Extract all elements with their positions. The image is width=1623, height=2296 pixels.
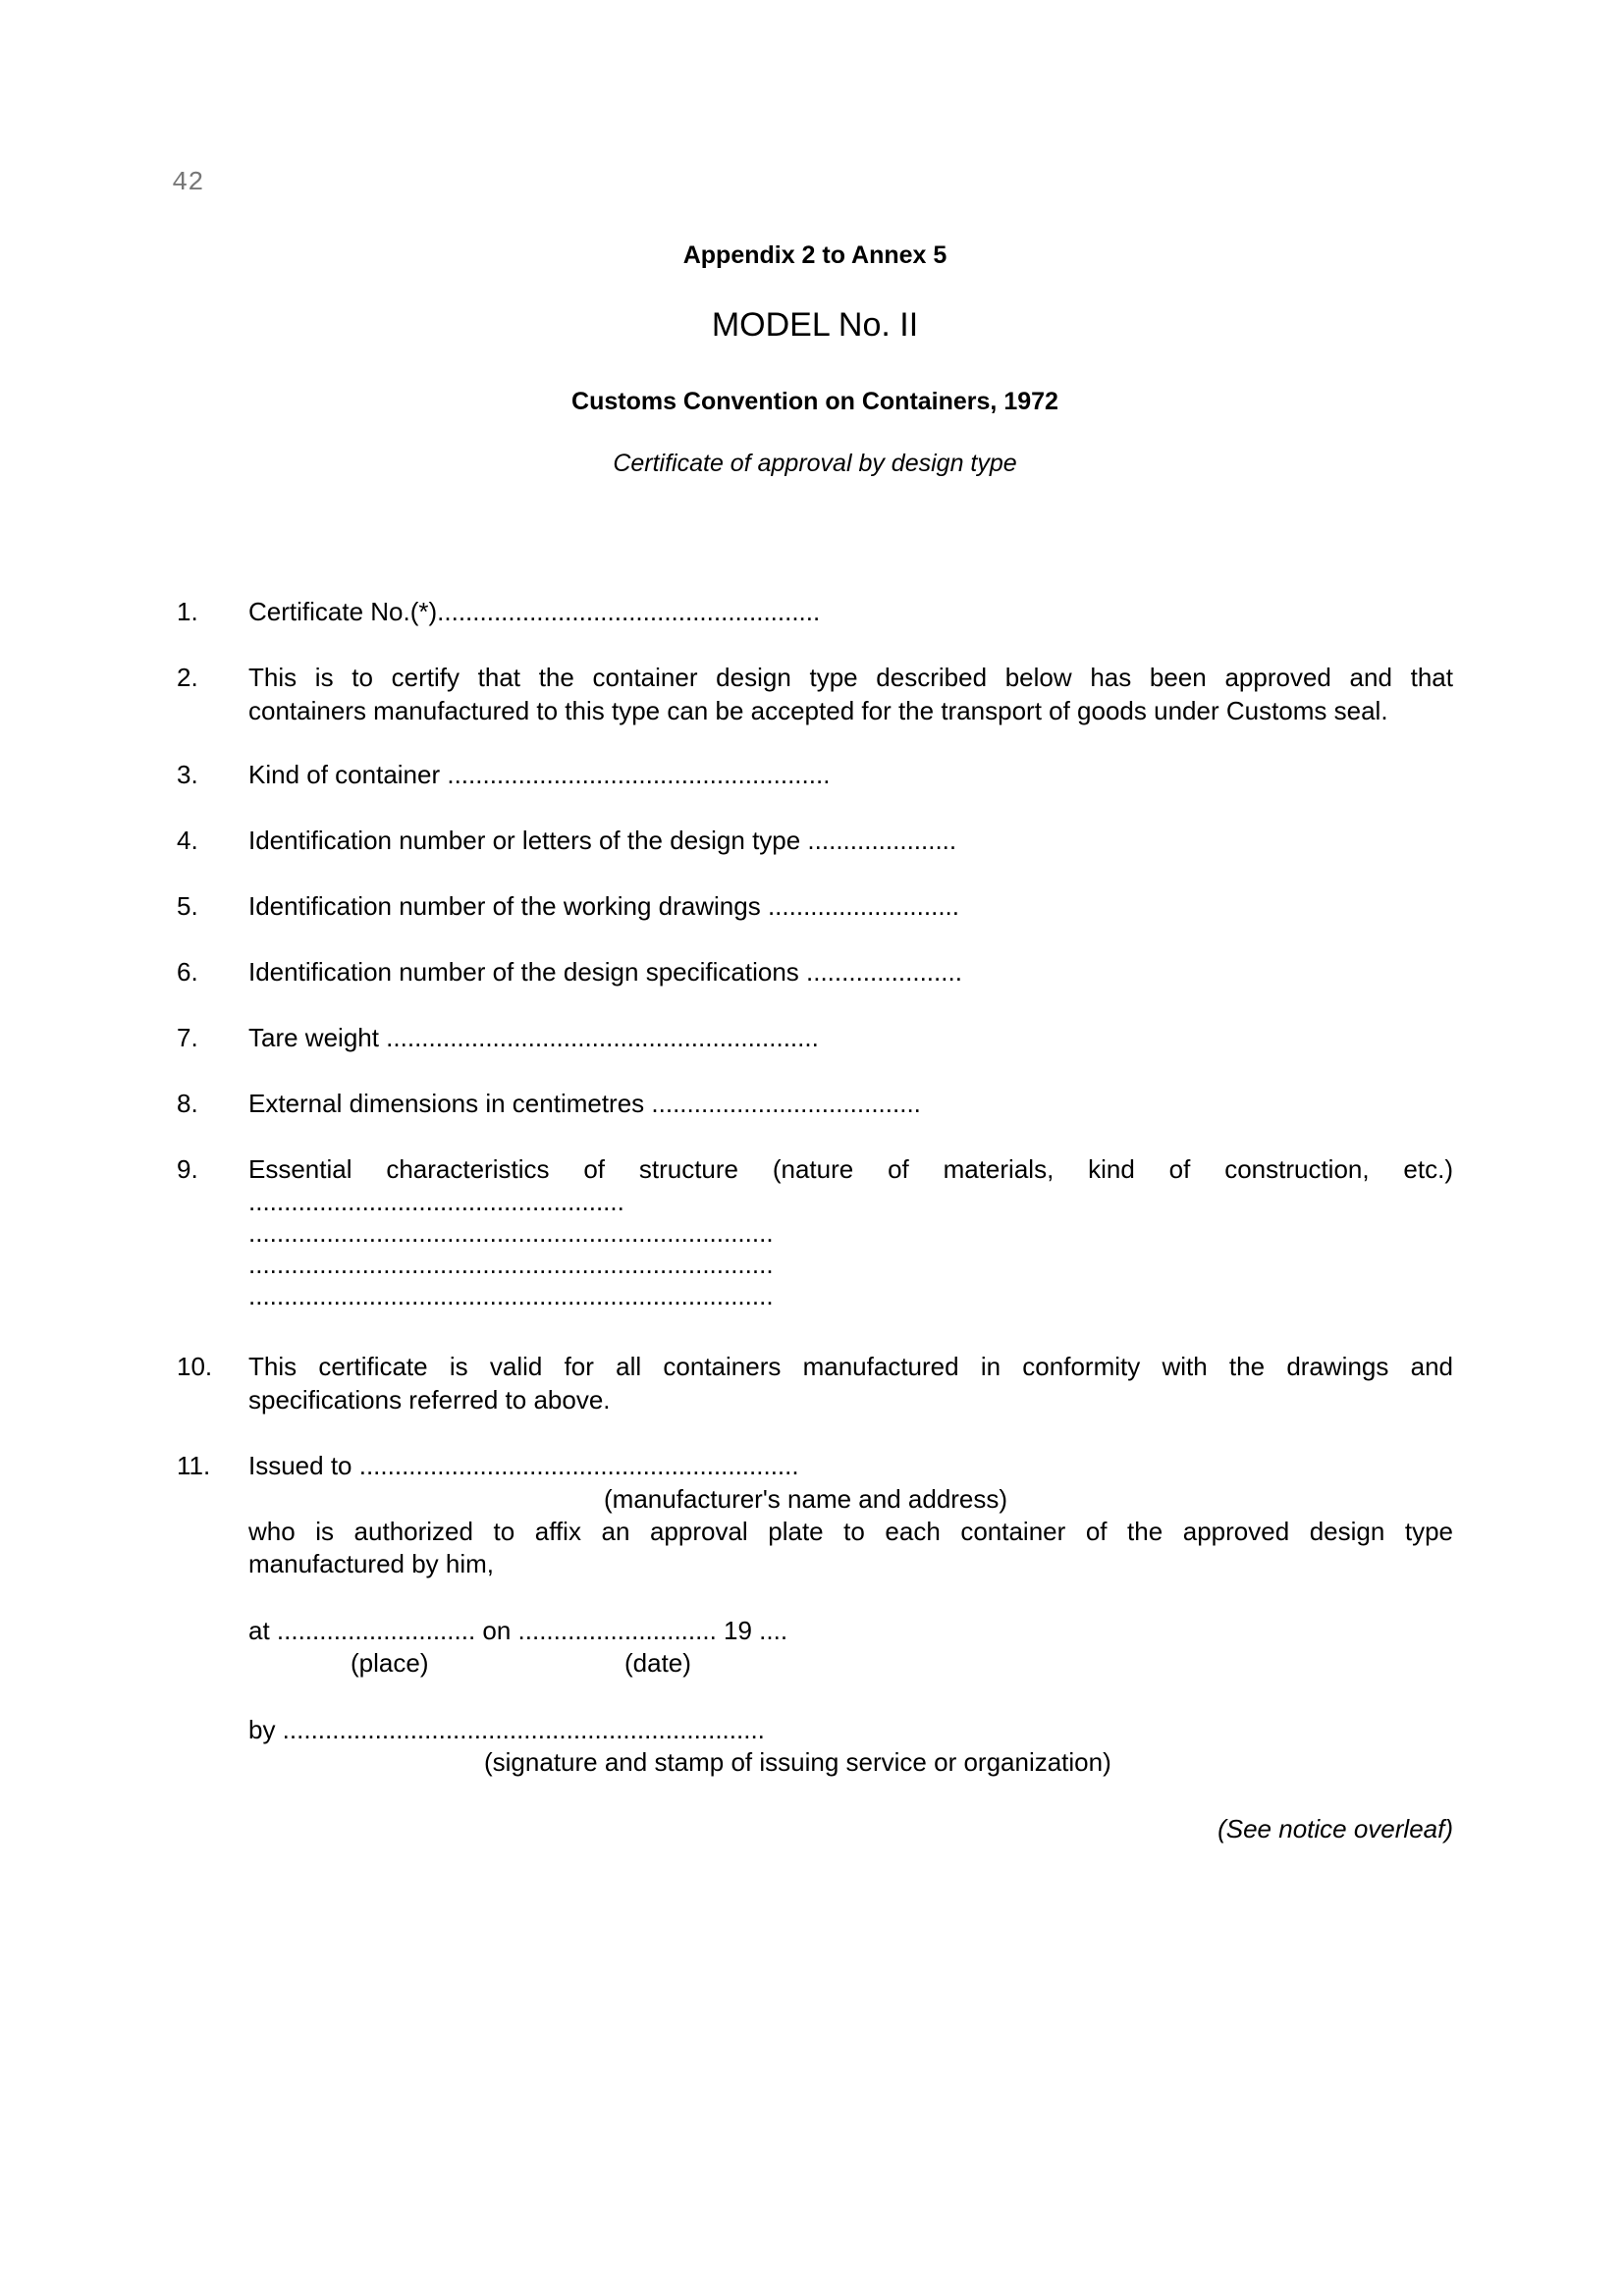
item-number: 10. xyxy=(177,1352,213,1381)
item-text-line: Essential characteristics of structure (nature of materials, kind of construction, etc.) xyxy=(248,1154,1453,1184)
item-text-line: who is authorized to affix an approval plate to each container of the approved design type xyxy=(248,1517,1453,1546)
external-dimensions-field[interactable]: External dimensions in centimetres ...................................... xyxy=(248,1089,921,1118)
signature-caption: (signature and stamp of issuing service or organization) xyxy=(484,1747,1111,1777)
item-number: 9. xyxy=(177,1154,198,1184)
item-number: 8. xyxy=(177,1089,198,1118)
item-number: 7. xyxy=(177,1023,198,1052)
issued-to-field[interactable]: Issued to .............................................................. xyxy=(248,1451,799,1480)
item-number: 3. xyxy=(177,760,198,789)
structure-dots-line[interactable]: .......................................................................... xyxy=(248,1281,774,1310)
item-number: 2. xyxy=(177,663,198,692)
place-date-field[interactable]: at ............................ on ............................ 19 .... xyxy=(248,1616,788,1645)
item-text-line: specifications referred to above. xyxy=(248,1385,611,1415)
manufacturer-caption: (manufacturer's name and address) xyxy=(604,1484,1008,1514)
item-text-line: manufactured by him, xyxy=(248,1549,495,1578)
working-drawings-id-field[interactable]: Identification number of the working drawings ........................... xyxy=(248,891,959,921)
convention-heading: Customs Convention on Containers, 1972 xyxy=(571,388,1058,415)
item-text-line: This certificate is valid for all containers manufactured in conformity with the drawings and xyxy=(248,1352,1453,1381)
appendix-heading: Appendix 2 to Annex 5 xyxy=(682,241,947,269)
item-text-line: This is to certify that the container design type described below has been approved and that xyxy=(248,663,1453,692)
tare-weight-field[interactable]: Tare weight ............................................................. xyxy=(248,1023,819,1052)
item-text-line: containers manufactured to this type can be accepted for the transport of goods under Customs seal. xyxy=(248,696,1388,725)
page-number: 42 xyxy=(172,169,204,198)
date-caption: (date) xyxy=(624,1648,691,1678)
model-title: MODEL No. II xyxy=(711,306,919,344)
structure-dots-line[interactable]: .......................................................................... xyxy=(248,1218,774,1248)
item-number: 1. xyxy=(177,597,198,626)
structure-dots-line[interactable]: .......................................................................... xyxy=(248,1250,774,1279)
certificate-subtitle: Certificate of approval by design type xyxy=(613,450,1017,477)
item-number: 6. xyxy=(177,957,198,987)
structure-dots-line[interactable]: ..................................................... xyxy=(248,1187,624,1216)
item-number: 4. xyxy=(177,826,198,855)
place-caption: (place) xyxy=(351,1648,429,1678)
certificate-no-field[interactable]: Certificate No.(*)...................................................... xyxy=(248,597,821,626)
design-type-id-field[interactable]: Identification number or letters of the design type ..................... xyxy=(248,826,957,855)
kind-of-container-field[interactable]: Kind of container ...................................................... xyxy=(248,760,831,789)
item-number: 5. xyxy=(177,891,198,921)
item-number: 11. xyxy=(177,1451,211,1480)
signature-field[interactable]: by .................................................................... xyxy=(248,1715,765,1744)
design-specifications-id-field[interactable]: Identification number of the design specifications ...................... xyxy=(248,957,962,987)
item-11 xyxy=(177,1449,1453,1792)
see-notice-overleaf: (See notice overleaf) xyxy=(1217,1814,1453,1843)
